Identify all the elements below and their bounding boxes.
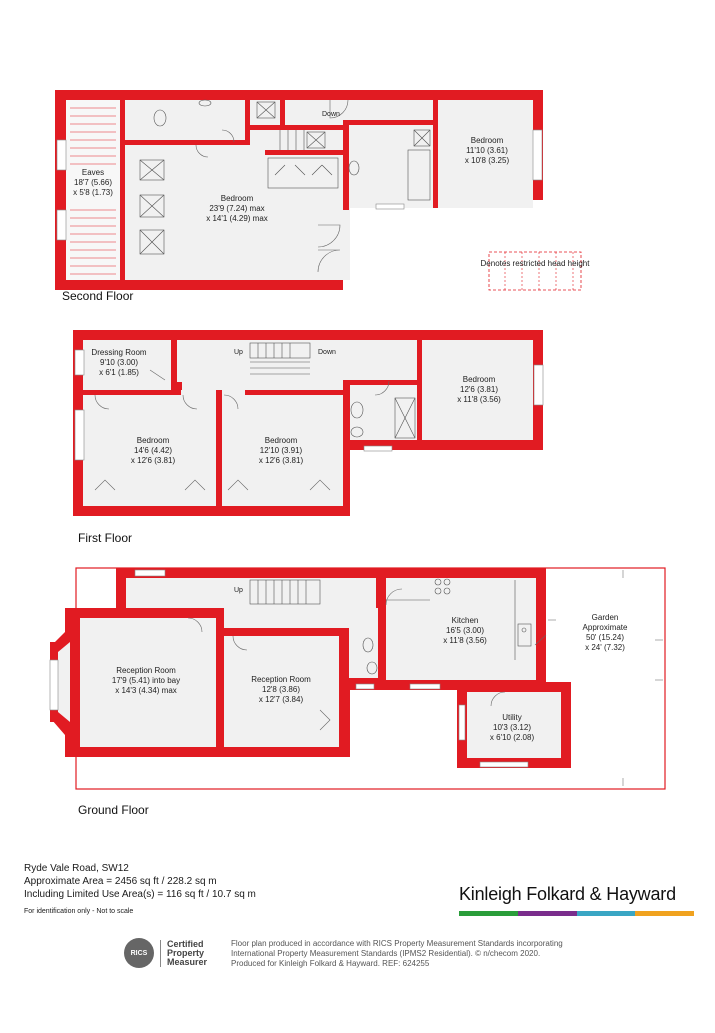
room-dim1-eaves: 18'7 (5.66) [74,178,112,187]
rics-certified-label [160,940,207,967]
brand-stripe [577,911,636,916]
disclaimer-line: Floor plan produced in accordance with RICS Property Measurement Standards incorporating [231,939,563,948]
restricted-height-legend: Denotes restricted head height [480,259,590,268]
room-dim2-bedroom-main: x 14'1 (4.29) max [206,214,268,223]
address: Ryde Vale Road, SW12 [24,863,129,874]
room-dim2-bedroom-mid: x 12'6 (3.81) [258,456,304,465]
room-dim1-bedroom-main: 23'9 (7.24) max [209,204,265,213]
room-name-bedroom-main: Bedroom [220,194,254,203]
room-dim2-garden: 50' (15.24) [586,633,624,642]
disclaimer-line: International Property Measurement Standards (IPMS2 Residential). © n/checom 2020. [231,949,541,958]
room-name-reception-bay: Reception Room [116,666,176,675]
room-name-bedroom-left: Bedroom [136,436,170,445]
disclaimer [231,939,591,969]
room-dim2-kitchen: x 11'8 (3.56) [443,636,487,645]
second-floor-title: Second Floor [62,289,134,303]
room-dim1-bedroom-left: 14'6 (4.42) [134,446,172,455]
brand-stripe [518,911,577,916]
rics-badge [124,938,207,968]
room-name-bedroom-right: Bedroom [462,375,496,384]
brand-stripe [459,911,518,916]
first-floor-title: First Floor [78,531,132,545]
room-dim1-reception: 12'8 (3.86) [262,685,300,694]
room-dim2-eaves: x 5'8 (1.73) [73,188,113,197]
room-dim1-reception-bay: 17'9 (5.41) into bay [111,676,181,685]
room-name-utility: Utility [502,713,522,722]
room-dim2-bedroom-right: x 11'8 (3.56) [457,395,501,404]
room-dim1-bedroom-right: 11'10 (3.61) [466,146,508,155]
agent-logo: Kinleigh Folkard & Hayward [459,884,676,904]
room-dim3-garden: x 24' (7.32) [585,643,625,652]
room-dim1-utility: 10'3 (3.12) [493,723,531,732]
room-dim2-dressing: x 6'1 (1.85) [99,368,139,377]
room-name-reception: Reception Room [251,675,311,684]
room-dim1-bedroom-right: 12'6 (3.81) [460,385,498,394]
disclaimer-line: Produced for Kinleigh Folkard & Hayward. REF: 624255 [231,959,430,968]
room-dim2-utility: x 6'10 (2.08) [489,733,535,742]
ground-floor-plan [50,568,665,817]
room-name-bedroom-right: Bedroom [470,136,504,145]
cert-line: Measurer [167,956,208,967]
property-summary [24,862,256,918]
cert-line: Certified [167,938,204,949]
room-dim1-kitchen: 16'5 (3.00) [446,626,484,635]
stairs-up-label: Up [234,349,243,356]
room-name-dressing: Dressing Room [91,348,147,357]
cert-line: Property [167,947,205,958]
brand-stripes [459,911,694,916]
room-dim2-reception: x 12'7 (3.84) [258,695,304,704]
room-dim2-bedroom-right: x 10'8 (3.25) [464,156,510,165]
room-dim2-reception-bay: x 14'3 (4.34) max [115,686,177,695]
room-dim2-bedroom-left: x 12'6 (3.81) [130,456,176,465]
limited-use-area: Including Limited Use Area(s) = 116 sq ft / 10.7 sq m [24,889,256,900]
approximate-area: Approximate Area = 2456 sq ft / 228.2 sq m [24,876,217,887]
first-floor-plan [73,330,543,545]
second-floor-plan [55,90,590,303]
agent-brand [459,884,694,916]
stairs-down-label: Down [322,111,340,118]
brand-stripe [635,911,694,916]
room-name-bedroom-mid: Bedroom [264,436,298,445]
room-dim1-bedroom-mid: 12'10 (3.91) [259,446,303,455]
room-name-kitchen: Kitchen [451,616,479,625]
room-name-eaves: Eaves [81,168,105,177]
room-dim1-garden: Approximate [582,623,628,632]
rics-logo-icon: RICS [124,938,154,968]
ground-floor-title: Ground Floor [78,803,149,817]
stairs-down-label: Down [318,349,336,356]
room-name-garden: Garden [591,613,619,622]
scale-note: For identification only - Not to scale [24,908,134,915]
stairs-up-label: Up [234,587,243,594]
room-dim1-dressing: 9'10 (3.00) [100,358,138,367]
